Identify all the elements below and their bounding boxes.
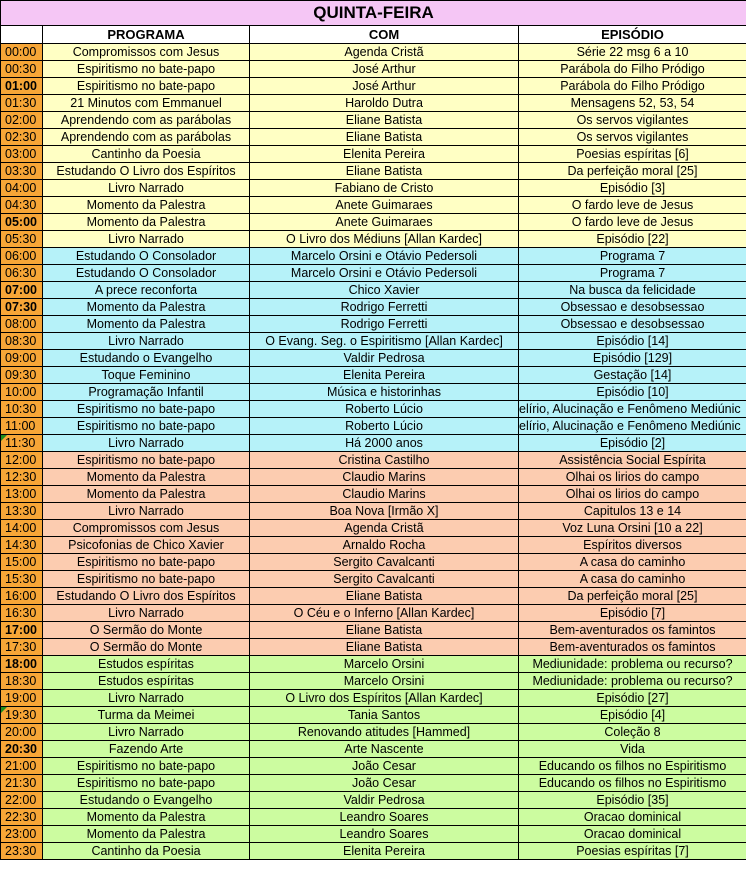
com-cell[interactable]: Valdir Pedrosa xyxy=(250,350,519,367)
table-row xyxy=(1,282,746,299)
com-cell[interactable]: Arnaldo Rocha xyxy=(250,537,519,554)
programa-cell[interactable]: Aprendendo com as parábolas xyxy=(43,129,250,146)
episodio-cell[interactable]: Vida xyxy=(519,741,746,758)
com-cell[interactable]: Música e historinhas xyxy=(250,384,519,401)
programa-cell[interactable]: Estudos espíritas xyxy=(43,673,250,690)
time-cell[interactable]: 15:00 xyxy=(1,554,43,571)
table-row xyxy=(1,435,746,452)
com-cell[interactable]: Eliane Batista xyxy=(250,163,519,180)
title-row xyxy=(1,1,746,26)
com-cell[interactable]: Marcelo Orsini xyxy=(250,656,519,673)
programa-cell[interactable]: Espiritismo no bate-papo xyxy=(43,418,250,435)
time-cell[interactable]: 23:30 xyxy=(1,843,43,860)
time-cell[interactable]: 12:00 xyxy=(1,452,43,469)
programa-cell[interactable]: Estudando o Evangelho xyxy=(43,350,250,367)
com-cell[interactable]: O Livro dos Espíritos [Allan Kardec] xyxy=(250,690,519,707)
episodio-cell[interactable]: Mediunidade: problema ou recurso? xyxy=(519,656,746,673)
programa-cell[interactable]: Cantinho da Poesia xyxy=(43,146,250,163)
com-cell[interactable]: Chico Xavier xyxy=(250,282,519,299)
episodio-cell[interactable]: O fardo leve de Jesus xyxy=(519,214,746,231)
episodio-header: EPISÓDIO xyxy=(519,26,746,44)
programa-cell[interactable]: Compromissos com Jesus xyxy=(43,44,250,61)
com-cell[interactable]: Claudio Marins xyxy=(250,469,519,486)
table-row xyxy=(1,656,746,673)
com-cell[interactable]: Há 2000 anos xyxy=(250,435,519,452)
episodio-cell[interactable]: A casa do caminho xyxy=(519,571,746,588)
episodio-cell[interactable]: Os servos vigilantes xyxy=(519,129,746,146)
com-cell[interactable]: Elenita Pereira xyxy=(250,843,519,860)
com-cell[interactable]: Roberto Lúcio xyxy=(250,418,519,435)
episodio-cell[interactable]: Parábola do Filho Pródigo xyxy=(519,61,746,78)
com-cell[interactable]: Marcelo Orsini e Otávio Pedersoli xyxy=(250,265,519,282)
programa-cell[interactable]: Aprendendo com as parábolas xyxy=(43,112,250,129)
time-cell[interactable]: 21:30 xyxy=(1,775,43,792)
episodio-cell[interactable]: Programa 7 xyxy=(519,248,746,265)
episodio-cell[interactable]: Episódio [3] xyxy=(519,180,746,197)
com-cell[interactable]: Anete Guimaraes xyxy=(250,197,519,214)
table-row xyxy=(1,146,746,163)
time-cell[interactable]: 10:30 xyxy=(1,401,43,418)
com-cell[interactable]: Eliane Batista xyxy=(250,639,519,656)
table-row xyxy=(1,214,746,231)
programa-cell[interactable]: Livro Narrado xyxy=(43,724,250,741)
table-row xyxy=(1,486,746,503)
episodio-cell[interactable]: Bem-aventurados os famintos xyxy=(519,622,746,639)
table-row xyxy=(1,78,746,95)
day-title: QUINTA-FEIRA xyxy=(1,1,746,26)
programa-cell[interactable]: A prece reconforta xyxy=(43,282,250,299)
programa-cell[interactable]: Espiritismo no bate-papo xyxy=(43,452,250,469)
table-row xyxy=(1,418,746,435)
com-cell[interactable]: João Cesar xyxy=(250,775,519,792)
time-cell[interactable]: 07:00 xyxy=(1,282,43,299)
com-cell[interactable]: Leandro Soares xyxy=(250,809,519,826)
episodio-cell[interactable]: Olhai os lirios do campo xyxy=(519,486,746,503)
time-cell[interactable]: 12:30 xyxy=(1,469,43,486)
time-cell[interactable]: 03:00 xyxy=(1,146,43,163)
comment-marker-icon xyxy=(1,707,7,713)
table-row xyxy=(1,299,746,316)
episodio-cell[interactable]: Poesias espíritas [6] xyxy=(519,146,746,163)
episodio-cell[interactable]: Episódio [27] xyxy=(519,690,746,707)
programa-cell[interactable]: Momento da Palestra xyxy=(43,486,250,503)
episodio-cell[interactable]: Episódio [14] xyxy=(519,333,746,350)
time-cell[interactable]: 22:00 xyxy=(1,792,43,809)
com-cell[interactable]: José Arthur xyxy=(250,78,519,95)
programa-cell[interactable]: Fazendo Arte xyxy=(43,741,250,758)
com-cell[interactable]: Eliane Batista xyxy=(250,622,519,639)
time-cell[interactable]: 09:30 xyxy=(1,367,43,384)
time-cell[interactable]: 23:00 xyxy=(1,826,43,843)
episodio-cell[interactable]: Educando os filhos no Espiritismo xyxy=(519,758,746,775)
time-cell[interactable]: 16:30 xyxy=(1,605,43,622)
com-cell[interactable]: Sergito Cavalcanti xyxy=(250,571,519,588)
programa-cell[interactable]: Momento da Palestra xyxy=(43,214,250,231)
programa-cell[interactable]: Livro Narrado xyxy=(43,333,250,350)
programa-cell[interactable]: Cantinho da Poesia xyxy=(43,843,250,860)
episodio-cell[interactable]: Gestação [14] xyxy=(519,367,746,384)
programa-cell[interactable]: Estudando O Livro dos Espíritos xyxy=(43,163,250,180)
time-cell[interactable]: 10:00 xyxy=(1,384,43,401)
table-row xyxy=(1,452,746,469)
programa-cell[interactable]: Livro Narrado xyxy=(43,180,250,197)
table-row xyxy=(1,316,746,333)
programa-cell[interactable]: Espiritismo no bate-papo xyxy=(43,401,250,418)
table-row xyxy=(1,588,746,605)
episodio-cell[interactable]: Bem-aventurados os famintos xyxy=(519,639,746,656)
table-row xyxy=(1,61,746,78)
time-cell[interactable]: 14:30 xyxy=(1,537,43,554)
table-row xyxy=(1,231,746,248)
time-cell[interactable]: 18:30 xyxy=(1,673,43,690)
programa-cell[interactable]: Turma da Meimei xyxy=(43,707,250,724)
episodio-cell[interactable]: Episódio [2] xyxy=(519,435,746,452)
programa-cell[interactable]: Estudando O Livro dos Espíritos xyxy=(43,588,250,605)
programa-cell[interactable]: Psicofonias de Chico Xavier xyxy=(43,537,250,554)
programa-cell[interactable]: Momento da Palestra xyxy=(43,316,250,333)
episodio-cell[interactable]: Série 22 msg 6 a 10 xyxy=(519,44,746,61)
com-cell[interactable]: Tania Santos xyxy=(250,707,519,724)
com-cell[interactable]: O Céu e o Inferno [Allan Kardec] xyxy=(250,605,519,622)
episodio-cell[interactable]: Mensagens 52, 53, 54 xyxy=(519,95,746,112)
comment-marker-icon xyxy=(1,435,7,441)
time-cell[interactable]: 11:00 xyxy=(1,418,43,435)
programa-cell[interactable]: Espiritismo no bate-papo xyxy=(43,61,250,78)
table-row xyxy=(1,605,746,622)
episodio-cell[interactable]: Espíritos diversos xyxy=(519,537,746,554)
com-cell[interactable]: Marcelo Orsini xyxy=(250,673,519,690)
com-cell[interactable]: Arte Nascente xyxy=(250,741,519,758)
table-row xyxy=(1,44,746,61)
time-cell[interactable]: 14:00 xyxy=(1,520,43,537)
time-cell[interactable]: 20:30 xyxy=(1,741,43,758)
table-row xyxy=(1,673,746,690)
time-cell[interactable]: 18:00 xyxy=(1,656,43,673)
episodio-cell[interactable]: Poesias espíritas [7] xyxy=(519,843,746,860)
time-cell[interactable]: 00:00 xyxy=(1,44,43,61)
table-row xyxy=(1,367,746,384)
table-row xyxy=(1,180,746,197)
programa-cell[interactable]: O Sermão do Monte xyxy=(43,622,250,639)
time-cell[interactable]: 17:00 xyxy=(1,622,43,639)
table-row xyxy=(1,112,746,129)
com-cell[interactable]: Leandro Soares xyxy=(250,826,519,843)
programa-cell[interactable]: Momento da Palestra xyxy=(43,809,250,826)
com-cell[interactable]: Agenda Cristã xyxy=(250,520,519,537)
time-cell[interactable]: 06:30 xyxy=(1,265,43,282)
time-cell[interactable]: 00:30 xyxy=(1,61,43,78)
com-cell[interactable]: João Cesar xyxy=(250,758,519,775)
time-cell[interactable]: 05:00 xyxy=(1,214,43,231)
time-cell[interactable]: 19:00 xyxy=(1,690,43,707)
programa-cell[interactable]: Espiritismo no bate-papo xyxy=(43,758,250,775)
com-header: COM xyxy=(250,26,519,44)
com-cell[interactable]: Cristina Castilho xyxy=(250,452,519,469)
episodio-cell[interactable]: Parábola do Filho Pródigo xyxy=(519,78,746,95)
programa-cell[interactable]: Toque Feminino xyxy=(43,367,250,384)
table-row xyxy=(1,826,746,843)
table-row xyxy=(1,469,746,486)
table-row xyxy=(1,95,746,112)
time-cell[interactable]: 02:00 xyxy=(1,112,43,129)
episodio-cell[interactable]: Episódio [7] xyxy=(519,605,746,622)
programa-cell[interactable]: Momento da Palestra xyxy=(43,826,250,843)
time-cell[interactable]: 17:30 xyxy=(1,639,43,656)
com-cell[interactable]: Claudio Marins xyxy=(250,486,519,503)
table-row xyxy=(1,554,746,571)
time-cell[interactable]: 21:00 xyxy=(1,758,43,775)
time-cell[interactable]: 04:00 xyxy=(1,180,43,197)
episodio-cell[interactable]: O fardo leve de Jesus xyxy=(519,197,746,214)
com-cell[interactable]: Renovando atitudes [Hammed] xyxy=(250,724,519,741)
time-cell[interactable]: 09:00 xyxy=(1,350,43,367)
com-cell[interactable]: Rodrigo Ferretti xyxy=(250,316,519,333)
table-row xyxy=(1,503,746,520)
programa-cell[interactable]: Espiritismo no bate-papo xyxy=(43,554,250,571)
episodio-cell[interactable]: Olhai os lirios do campo xyxy=(519,469,746,486)
table-row xyxy=(1,350,746,367)
table-row xyxy=(1,571,746,588)
table-row xyxy=(1,843,746,860)
episodio-cell[interactable]: Oracao dominical xyxy=(519,809,746,826)
table-row xyxy=(1,622,746,639)
table-row xyxy=(1,248,746,265)
table-row xyxy=(1,537,746,554)
time-cell[interactable]: 22:30 xyxy=(1,809,43,826)
programa-cell[interactable]: Livro Narrado xyxy=(43,435,250,452)
episodio-cell[interactable]: Episódio [22] xyxy=(519,231,746,248)
time-cell[interactable]: 13:00 xyxy=(1,486,43,503)
table-row xyxy=(1,197,746,214)
episodio-cell[interactable]: Capitulos 13 e 14 xyxy=(519,503,746,520)
table-row xyxy=(1,333,746,350)
episodio-cell[interactable]: Coleção 8 xyxy=(519,724,746,741)
table-row xyxy=(1,792,746,809)
episodio-cell[interactable]: Na busca da felicidade xyxy=(519,282,746,299)
episodio-cell[interactable]: Voz Luna Orsini [10 a 22] xyxy=(519,520,746,537)
time-cell[interactable]: 13:30 xyxy=(1,503,43,520)
com-cell[interactable]: Sergito Cavalcanti xyxy=(250,554,519,571)
episodio-cell[interactable]: Da perfeição moral [25] xyxy=(519,588,746,605)
episodio-cell[interactable]: Mediunidade: problema ou recurso? xyxy=(519,673,746,690)
time-cell[interactable]: 03:30 xyxy=(1,163,43,180)
time-cell[interactable]: 02:30 xyxy=(1,129,43,146)
programa-cell[interactable]: Compromissos com Jesus xyxy=(43,520,250,537)
time-cell[interactable]: 01:30 xyxy=(1,95,43,112)
programa-cell[interactable]: Espiritismo no bate-papo xyxy=(43,571,250,588)
time-cell[interactable]: 07:30 xyxy=(1,299,43,316)
programa-cell[interactable]: Estudando o Evangelho xyxy=(43,792,250,809)
programa-cell[interactable]: Espiritismo no bate-papo xyxy=(43,775,250,792)
table-row xyxy=(1,520,746,537)
com-cell[interactable]: Fabiano de Cristo xyxy=(250,180,519,197)
com-cell[interactable]: Boa Nova [Irmão X] xyxy=(250,503,519,520)
episodio-cell[interactable] xyxy=(519,401,746,418)
episodio-cell[interactable]: Obsessao e desobsessao xyxy=(519,316,746,333)
table-row xyxy=(1,639,746,656)
com-cell[interactable]: Marcelo Orsini e Otávio Pedersoli xyxy=(250,248,519,265)
com-cell[interactable]: Roberto Lúcio xyxy=(250,401,519,418)
episodio-cell[interactable]: A casa do caminho xyxy=(519,554,746,571)
episodio-cell[interactable]: Assistência Social Espírita xyxy=(519,452,746,469)
table-row xyxy=(1,741,746,758)
programa-cell[interactable]: O Sermão do Monte xyxy=(43,639,250,656)
episodio-cell[interactable]: Da perfeição moral [25] xyxy=(519,163,746,180)
episodio-cell[interactable]: Episódio [35] xyxy=(519,792,746,809)
episodio-cell[interactable]: Episódio [129] xyxy=(519,350,746,367)
programa-cell[interactable]: Livro Narrado xyxy=(43,690,250,707)
table-row xyxy=(1,775,746,792)
com-cell[interactable]: Valdir Pedrosa xyxy=(250,792,519,809)
programa-cell[interactable]: Estudando O Consolador xyxy=(43,248,250,265)
time-cell[interactable]: 05:30 xyxy=(1,231,43,248)
programa-cell[interactable]: Estudando O Consolador xyxy=(43,265,250,282)
com-cell[interactable]: Eliane Batista xyxy=(250,112,519,129)
programa-header: PROGRAMA xyxy=(43,26,250,44)
com-cell[interactable]: O Evang. Seg. o Espiritismo [Allan Kardec] xyxy=(250,333,519,350)
time-header xyxy=(1,26,43,44)
table-row xyxy=(1,724,746,741)
com-cell[interactable]: José Arthur xyxy=(250,61,519,78)
programa-cell[interactable]: Livro Narrado xyxy=(43,605,250,622)
episodio-cell[interactable]: Oracao dominical xyxy=(519,826,746,843)
com-cell[interactable]: Agenda Cristã xyxy=(250,44,519,61)
com-cell[interactable]: Haroldo Dutra xyxy=(250,95,519,112)
table-row xyxy=(1,129,746,146)
episodio-cell[interactable]: Os servos vigilantes xyxy=(519,112,746,129)
time-cell[interactable]: 08:00 xyxy=(1,316,43,333)
time-cell[interactable]: 20:00 xyxy=(1,724,43,741)
time-cell[interactable]: 19:30 xyxy=(1,707,43,724)
table-row xyxy=(1,401,746,418)
programa-cell[interactable]: Momento da Palestra xyxy=(43,469,250,486)
episodio-text: elírio, Alucinação e Fenômeno Mediúnic xyxy=(519,419,741,433)
episodio-cell[interactable]: Educando os filhos no Espiritismo xyxy=(519,775,746,792)
programa-cell[interactable]: Espiritismo no bate-papo xyxy=(43,78,250,95)
time-cell[interactable]: 15:30 xyxy=(1,571,43,588)
programa-cell[interactable]: 21 Minutos com Emmanuel xyxy=(43,95,250,112)
episodio-cell[interactable]: Episódio [4] xyxy=(519,707,746,724)
table-row xyxy=(1,265,746,282)
com-cell[interactable]: O Livro dos Médiuns [Allan Kardec] xyxy=(250,231,519,248)
table-row xyxy=(1,163,746,180)
programa-cell[interactable]: Estudos espíritas xyxy=(43,656,250,673)
com-cell[interactable]: Eliane Batista xyxy=(250,129,519,146)
time-cell[interactable]: 01:00 xyxy=(1,78,43,95)
time-cell[interactable]: 16:00 xyxy=(1,588,43,605)
com-cell[interactable]: Anete Guimaraes xyxy=(250,214,519,231)
programa-cell[interactable]: Momento da Palestra xyxy=(43,299,250,316)
com-cell[interactable]: Elenita Pereira xyxy=(250,146,519,163)
programa-cell[interactable]: Livro Narrado xyxy=(43,231,250,248)
episodio-cell[interactable] xyxy=(519,418,746,435)
table-row xyxy=(1,758,746,775)
programa-cell[interactable]: Livro Narrado xyxy=(43,503,250,520)
time-cell[interactable]: 11:30 xyxy=(1,435,43,452)
time-cell[interactable]: 06:00 xyxy=(1,248,43,265)
episodio-cell[interactable]: Obsessao e desobsessao xyxy=(519,299,746,316)
com-cell[interactable]: Rodrigo Ferretti xyxy=(250,299,519,316)
programa-cell[interactable]: Programação Infantil xyxy=(43,384,250,401)
com-cell[interactable]: Eliane Batista xyxy=(250,588,519,605)
episodio-cell[interactable]: Programa 7 xyxy=(519,265,746,282)
table-row xyxy=(1,809,746,826)
episodio-cell[interactable]: Episódio [10] xyxy=(519,384,746,401)
table-row xyxy=(1,384,746,401)
com-cell[interactable]: Elenita Pereira xyxy=(250,367,519,384)
table-row xyxy=(1,707,746,724)
time-cell[interactable]: 04:30 xyxy=(1,197,43,214)
episodio-text: elírio, Alucinação e Fenômeno Mediúnic xyxy=(519,402,741,416)
header-row xyxy=(1,26,746,44)
schedule-rows xyxy=(1,44,746,860)
table-row xyxy=(1,690,746,707)
time-cell[interactable]: 08:30 xyxy=(1,333,43,350)
programa-cell[interactable]: Momento da Palestra xyxy=(43,197,250,214)
